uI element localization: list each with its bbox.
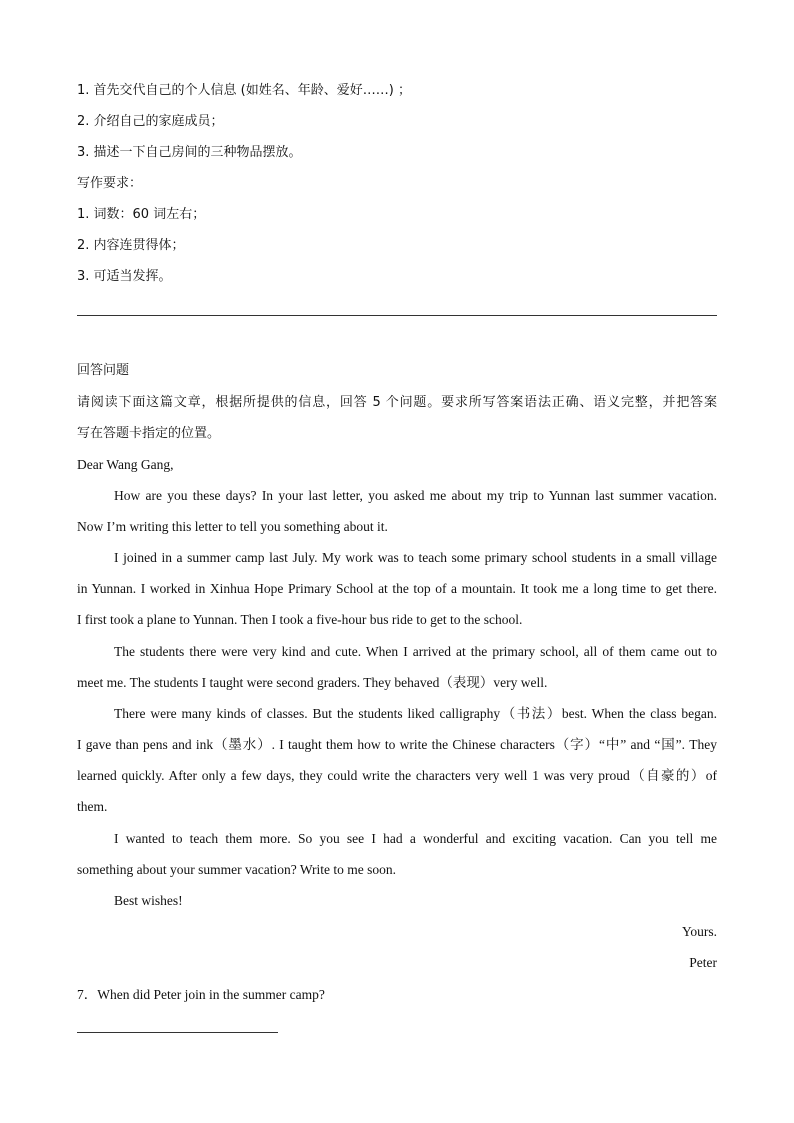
letter-line: something about your summer vacation? Write to me soon. (77, 862, 397, 877)
letter-line: them. (77, 799, 108, 814)
letter-line: in Yunnan. I worked in Xinhua Hope Primary School at the top of a mountain. It took me a long time to get there. (77, 581, 717, 596)
letter-line: Now I’m writing this letter to tell you something about it. (77, 519, 388, 534)
requirements-heading: 写作要求： (77, 176, 143, 191)
letter-sign-off: Best wishes! (114, 893, 183, 908)
letter-line: I first took a plane to Yunnan. Then I took a five-hour bus ride to get to the school. (77, 612, 523, 627)
letter-salutation: Dear Wang Gang, (77, 457, 174, 472)
letter-line: I wanted to teach them more. So you see I had a wonderful and exciting vacation. Can you tell me (114, 831, 717, 846)
letter-line: I gave than pens and ink（墨水）. I taught them how to write the Chinese characters（字）“中” and “国”. They (77, 737, 717, 752)
letter-closing: Yours. (681, 924, 717, 939)
letter-line: learned quickly. After only a few days, they could write the characters very well 1 was very proud（自豪的）of (77, 768, 717, 783)
instructions-line-2: 写在答题卡指定的位置。 (77, 426, 221, 441)
instructions-line-1: 请阅读下面这篇文章，根据所提供的信息，回答 5 个问题。要求所写答案语法正确、语义完整，并把答案 (77, 395, 717, 410)
letter-line: I joined in a summer camp last July. My work was to teach some primary school students in a small village (114, 550, 717, 565)
task-point-3: 3. 描述一下自己房间的三种物品摆放。 (77, 145, 302, 160)
letter-line: How are you these days? In your last letter, you asked me about my trip to Yunnan last summer vacation. (114, 488, 717, 503)
requirement-2: 2. 内容连贯得体； (77, 238, 185, 253)
requirement-3: 3. 可适当发挥。 (77, 269, 172, 284)
letter-signature: Peter (689, 955, 717, 970)
answer-line[interactable] (77, 1032, 278, 1033)
requirement-1: 1. 词数：60 词左右； (77, 207, 206, 222)
task-point-2: 2. 介绍自己的家庭成员； (77, 114, 224, 129)
task-point-1: 1. 首先交代自己的个人信息 (如姓名、年龄、爱好……) ； (77, 83, 411, 98)
section-title: 回答问题 (77, 363, 130, 378)
letter-line: There were many kinds of classes. But the students liked calligraphy（书法）best. When the class began. (114, 706, 717, 721)
section-divider (77, 315, 717, 316)
letter-line: meet me. The students I taught were second graders. They behaved（表现）very well. (77, 675, 548, 690)
letter-line: The students there were very kind and cute. When I arrived at the primary school, all of them came out to (114, 644, 717, 659)
question-7: 7．When did Peter join in the summer camp? (77, 987, 325, 1002)
